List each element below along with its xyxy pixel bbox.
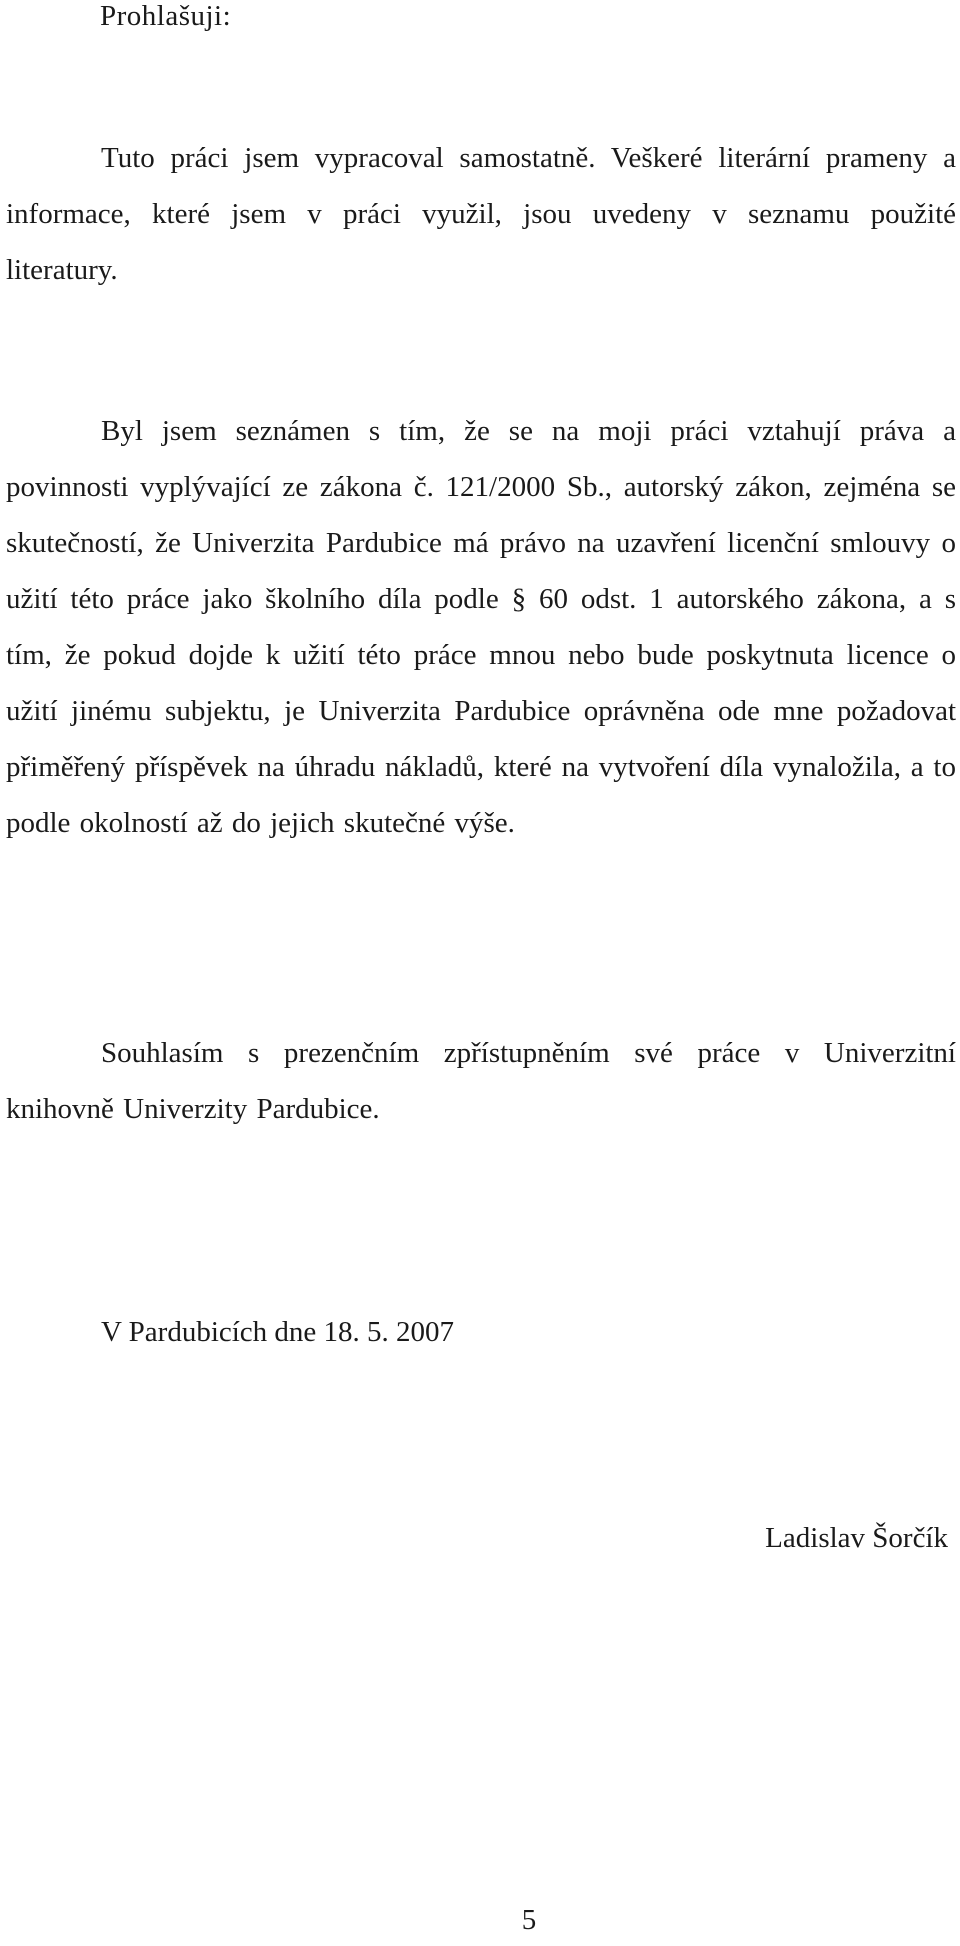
signature-name: Ladislav Šorčík <box>765 1522 948 1554</box>
declaration-heading: Prohlašuji: <box>100 0 232 32</box>
paragraph-copyright: Byl jsem seznámen s tím, že se na moji práci vztahují práva a povinnosti vyplývající ze zákona č. 121/2000 Sb., autorský zákon, zejména se skutečností, že Univerzita Pardubice má právo na uzavření licenční smlouvy o užití této práce jako školního díla podle § 60 odst. 1 autorského zákona, a s tím, že pokud dojde k užití této práce mnou nebo bude poskytnuta licence o užití jinému subjektu, je Univerzita Pardubice oprávněna ode mne požadovat přiměřený příspěvek na úhradu nákladů, které na vytvoření díla vynaložila, a to podle okolností až do jejich skutečné výše. <box>6 415 956 839</box>
page-number: 5 <box>521 1904 537 1936</box>
paragraph-library-consent: Souhlasím s prezenčním zpřístupněním své práce v Univerzitní knihovně Univerzity Pardubice. <box>6 1037 956 1125</box>
paragraph-own-work: Tuto práci jsem vypracoval samostatně. Veškeré literární prameny a informace, které jsem v práci využil, jsou uvedeny v seznamu použité literatury. <box>6 142 956 286</box>
document-page <box>6 0 956 1946</box>
date-line: V Pardubicích dne 18. 5. 2007 <box>101 1316 455 1348</box>
